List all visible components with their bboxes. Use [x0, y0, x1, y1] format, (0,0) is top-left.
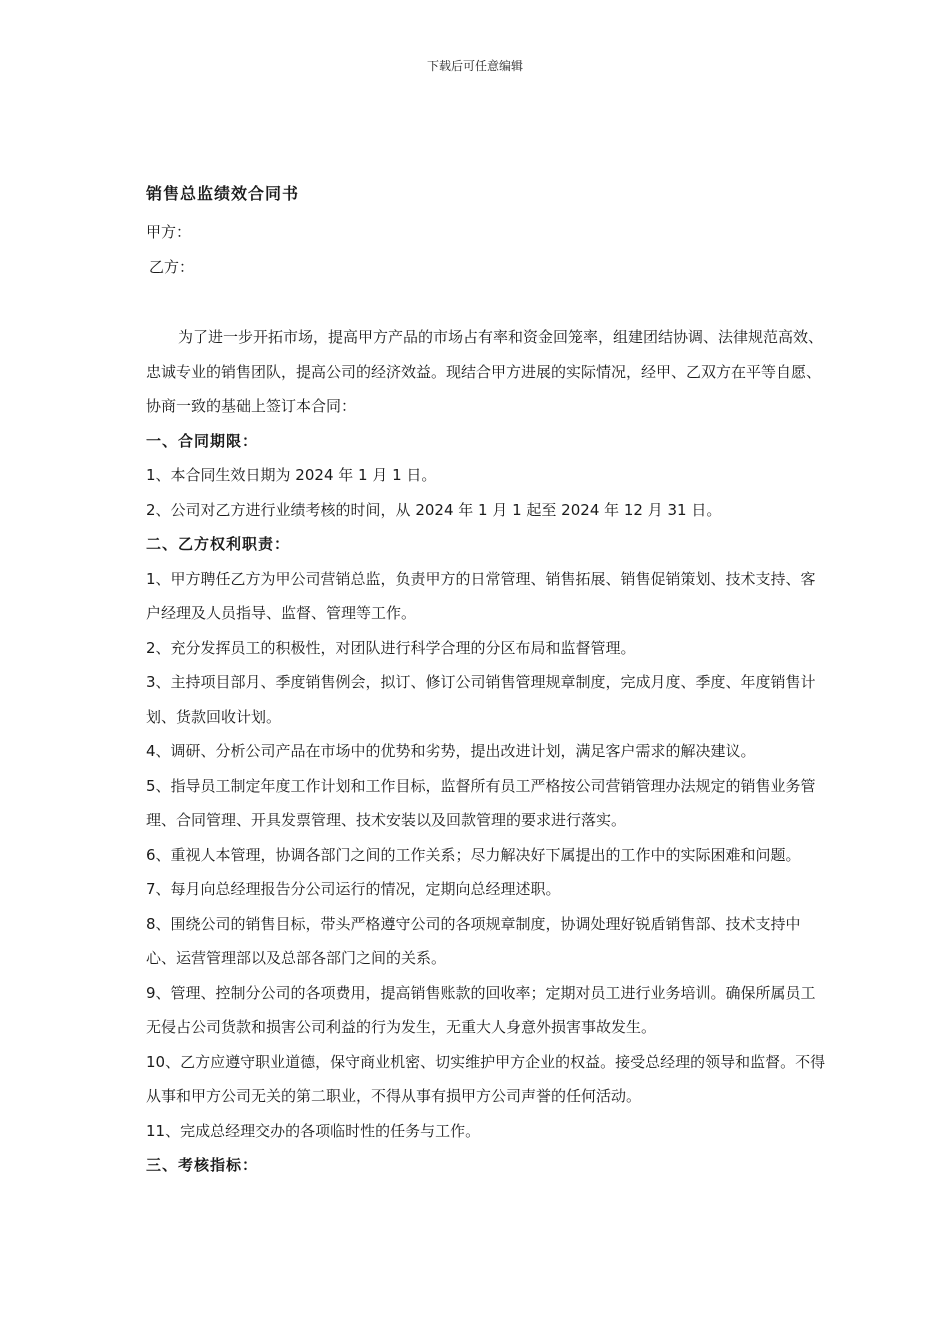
list-item: 5、指导员工制定年度工作计划和工作目标，监督所有员工严格按公司营销管理办法规定的销售业务管理、合同管理、开具发票管理、技术安装以及回款管理的要求进行落实。 [146, 776, 816, 829]
list-item: 2、公司对乙方进行业绩考核的时间，从 2024 年 1 月 1 起至 2024 年 12 月 31 日。 [146, 500, 722, 519]
section-heading-duties: 二、乙方权利职责： [146, 535, 291, 553]
list-item: 1、甲方聘任乙方为甲公司营销总监，负责甲方的日常管理、销售拓展、销售促销策划、技术支持、客户经理及人员指导、监督、管理等工作。 [146, 569, 816, 622]
contract-body [146, 320, 826, 1183]
list-item: 4、调研、分析公司产品在市场中的优势和劣势，提出改进计划，满足客户需求的解决建议。 [146, 742, 756, 760]
list-item: 7、每月向总经理报告分公司运行的情况，定期向总经理述职。 [146, 880, 561, 898]
intro-paragraph: 为了进一步开拓市场，提高甲方产品的市场占有率和资金回笼率，组建团结协调、法律规范高效、忠诚专业的销售团队，提高公司的经济效益。现结合甲方进展的实际情况，经甲、乙双方在平等自愿、协商一致的基础上签订本合同： [146, 328, 824, 415]
list-item: 8、围绕公司的销售目标，带头严格遵守公司的各项规章制度，协调处理好锐盾销售部、技术支持中心、运营管理部以及总部各部门之间的关系。 [146, 914, 801, 967]
section-heading-kpi: 三、考核指标： [146, 1156, 259, 1174]
list-item: 3、主持项目部月、季度销售例会，拟订、修订公司销售管理规章制度，完成月度、季度、年度销售计划、货款回收计划。 [146, 673, 816, 726]
list-item: 11、完成总经理交办的各项临时性的任务与工作。 [146, 1121, 481, 1140]
party-b-label: 乙方： [149, 258, 195, 276]
list-item: 2、充分发挥员工的积极性，对团队进行科学合理的分区布局和监督管理。 [146, 638, 636, 657]
document-title: 销售总监绩效合同书 [146, 184, 300, 203]
section-heading-term: 一、合同期限： [146, 431, 259, 450]
list-item: 1、本合同生效日期为 2024 年 1 月 1 日。 [146, 466, 437, 484]
party-a-label: 甲方： [146, 223, 192, 241]
header-note: 下载后可任意编辑 [426, 59, 523, 73]
list-item: 10、乙方应遵守职业道德，保守商业机密、切实维护甲方企业的权益。接受总经理的领导和监督。不得从事和甲方公司无关的第二职业，不得从事有损甲方公司声誉的任何活动。 [146, 1052, 826, 1105]
list-item: 6、重视人本管理，协调各部门之间的工作关系；尽力解决好下属提出的工作中的实际困难和问题。 [146, 845, 801, 864]
list-item: 9、管理、控制分公司的各项费用，提高销售账款的回收率；定期对员工进行业务培训。确保所属员工无侵占公司货款和损害公司利益的行为发生，无重大人身意外损害事故发生。 [146, 983, 816, 1036]
